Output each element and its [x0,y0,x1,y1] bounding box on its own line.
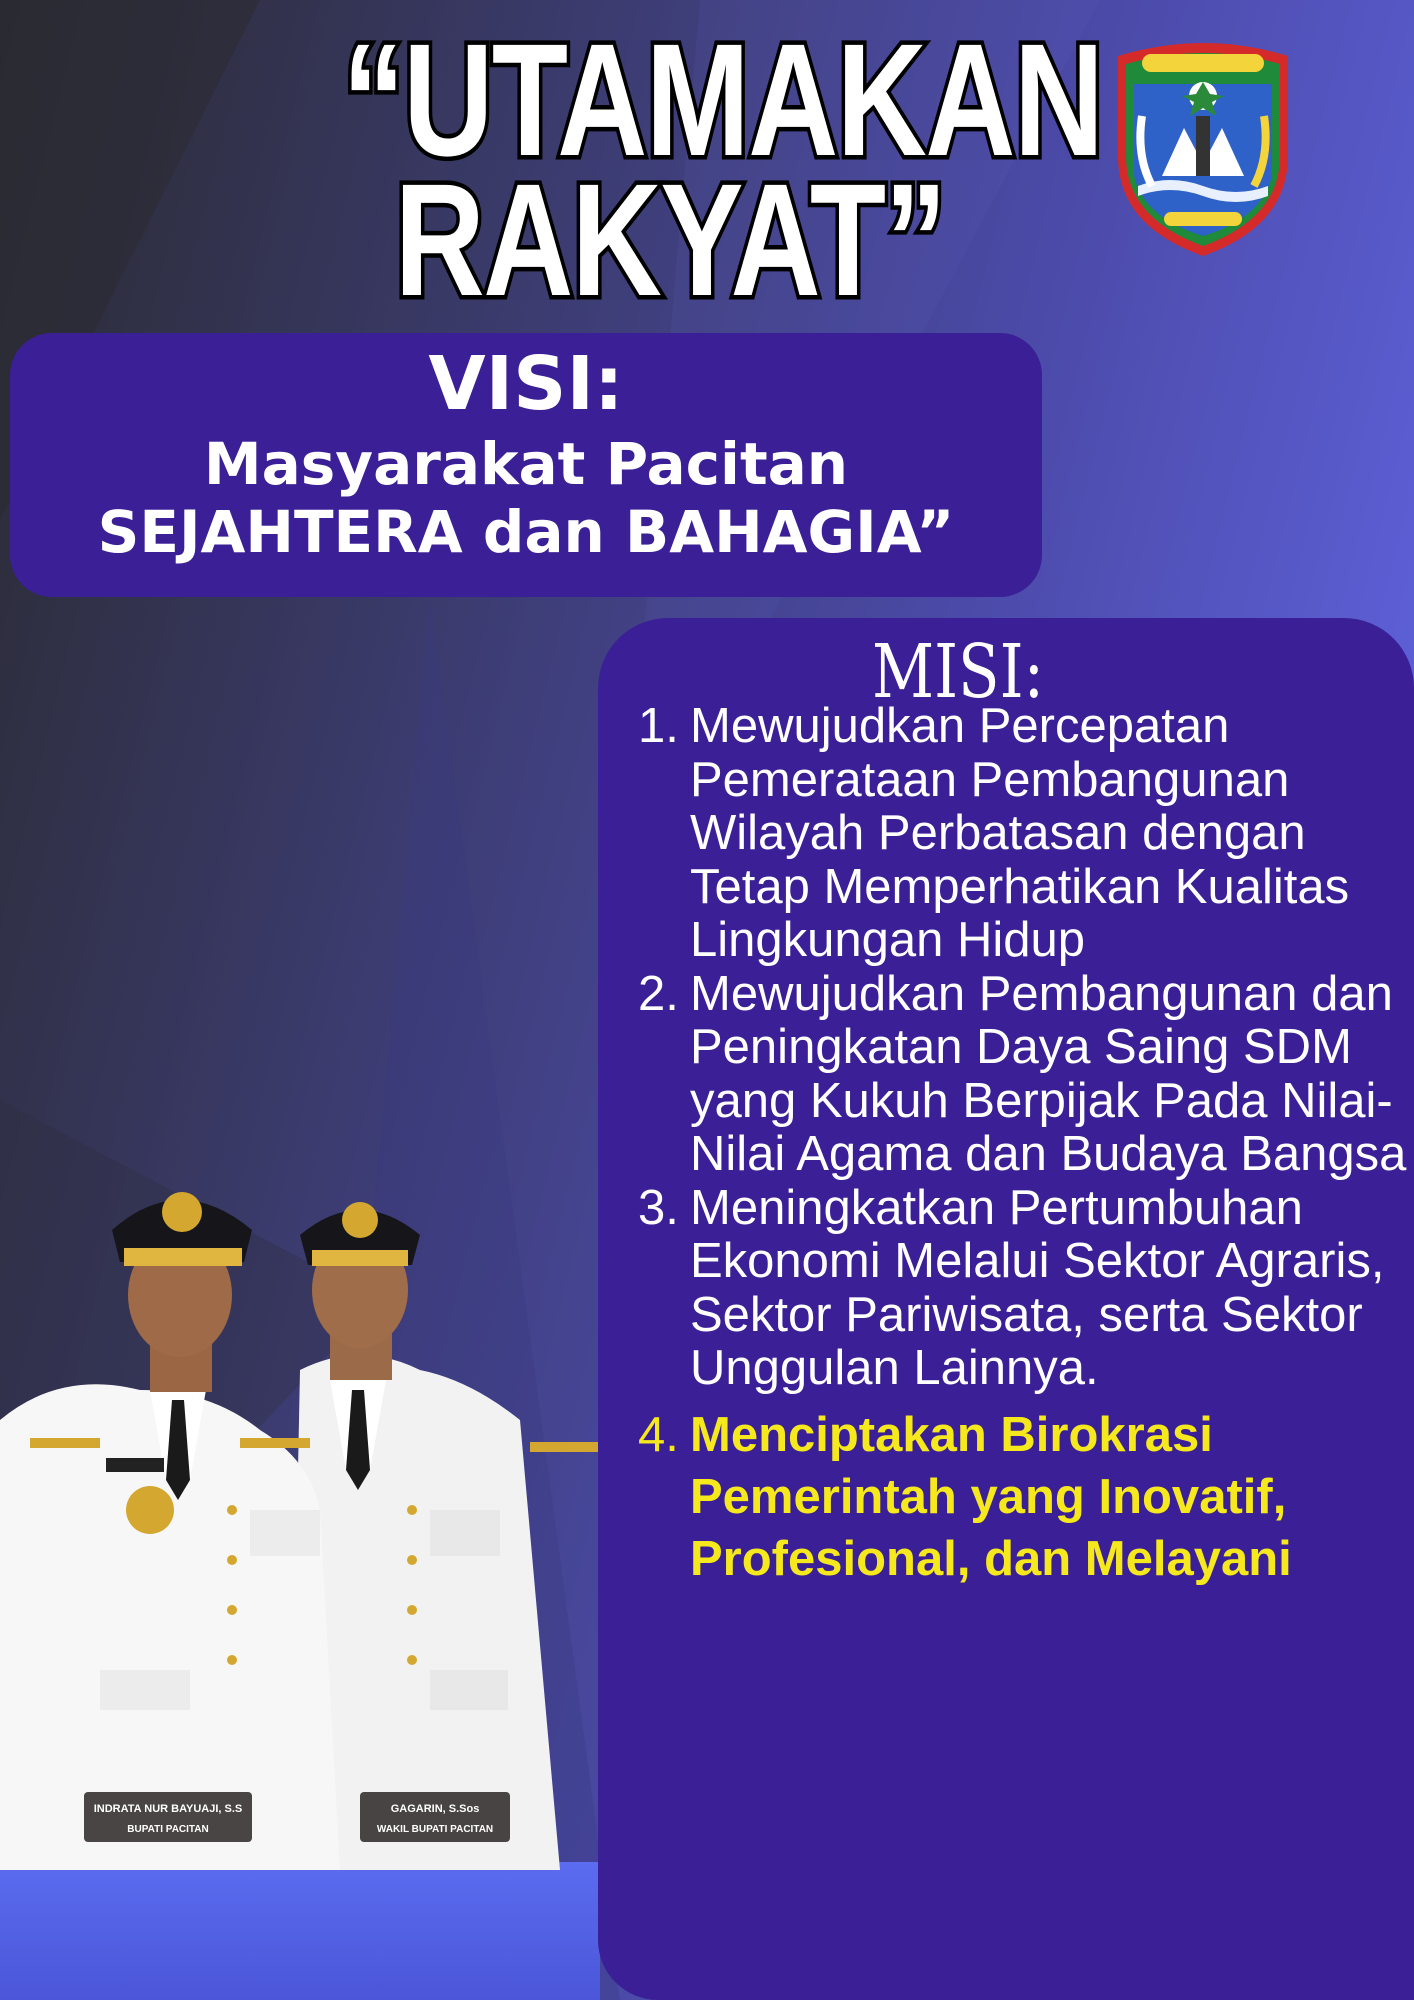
misi-title: MISI: [871,629,1045,715]
kabupaten-pacitan-logo-icon [1112,36,1294,258]
misi-list [638,700,1408,1590]
photo-floor-band [0,1862,600,2000]
visi-statement-line-1: Masyarakat Pacitan [203,430,849,498]
visi-panel [10,333,1042,597]
misi-item-text: Mewujudkan Pembangunan dan Peningkatan Daya Saing SDM yang Kukuh Berpijak Pada Nilai-Nilai Agama dan Budaya Bangsa [690,966,1407,1181]
nameplate-wakil-bupati-name: GAGARIN, S.Sos [390,1803,480,1815]
slogan-line-2: RAKYAT” [394,150,946,329]
nameplate-wakil-bupati [360,1792,510,1842]
misi-item-number: 4. [638,1407,679,1462]
misi-item-text: Meningkatkan Pertumbuhan Ekonomi Melalui Sektor Agraris, Sektor Pariwisata, serta Sektor Unggulan Lainnya. [690,1180,1385,1395]
misi-item [638,968,1408,1182]
misi-item [638,700,1408,968]
slogan-line-1: “UTAMAKAN [342,10,1103,189]
nameplate-wakil-bupati-role: WAKIL BUPATI PACITAN [376,1824,494,1835]
misi-item-highlighted [638,1404,1408,1590]
slogan-heading [342,10,1103,329]
misi-item-text: Menciptakan Birokrasi Pemerintah yang Inovatif, Profesional, dan Melayani [690,1407,1292,1586]
misi-item-number: 2. [638,966,679,1021]
bupati-figure [0,1192,340,1870]
wakil-bupati-figure [290,1202,600,1870]
visi-statement-line-2: SEJAHTERA dan BAHAGIA” [97,498,955,566]
officials-photo [0,1090,650,1870]
misi-item [638,1182,1408,1396]
nameplate-bupati-role: BUPATI PACITAN [127,1824,209,1835]
visi-title: VISI: [428,341,624,427]
nameplate-bupati [84,1792,252,1842]
misi-item-number: 1. [638,699,679,753]
misi-item-text: Mewujudkan Percepatan Pemerataan Pembangunan Wilayah Perbatasan dengan Tetap Memperhatikan Kualitas Lingkungan Hidup [690,699,1350,967]
misi-panel [598,618,1414,2000]
nameplate-bupati-name: INDRATA NUR BAYUAJI, S.S [93,1803,243,1815]
misi-item-number: 3. [638,1180,679,1235]
